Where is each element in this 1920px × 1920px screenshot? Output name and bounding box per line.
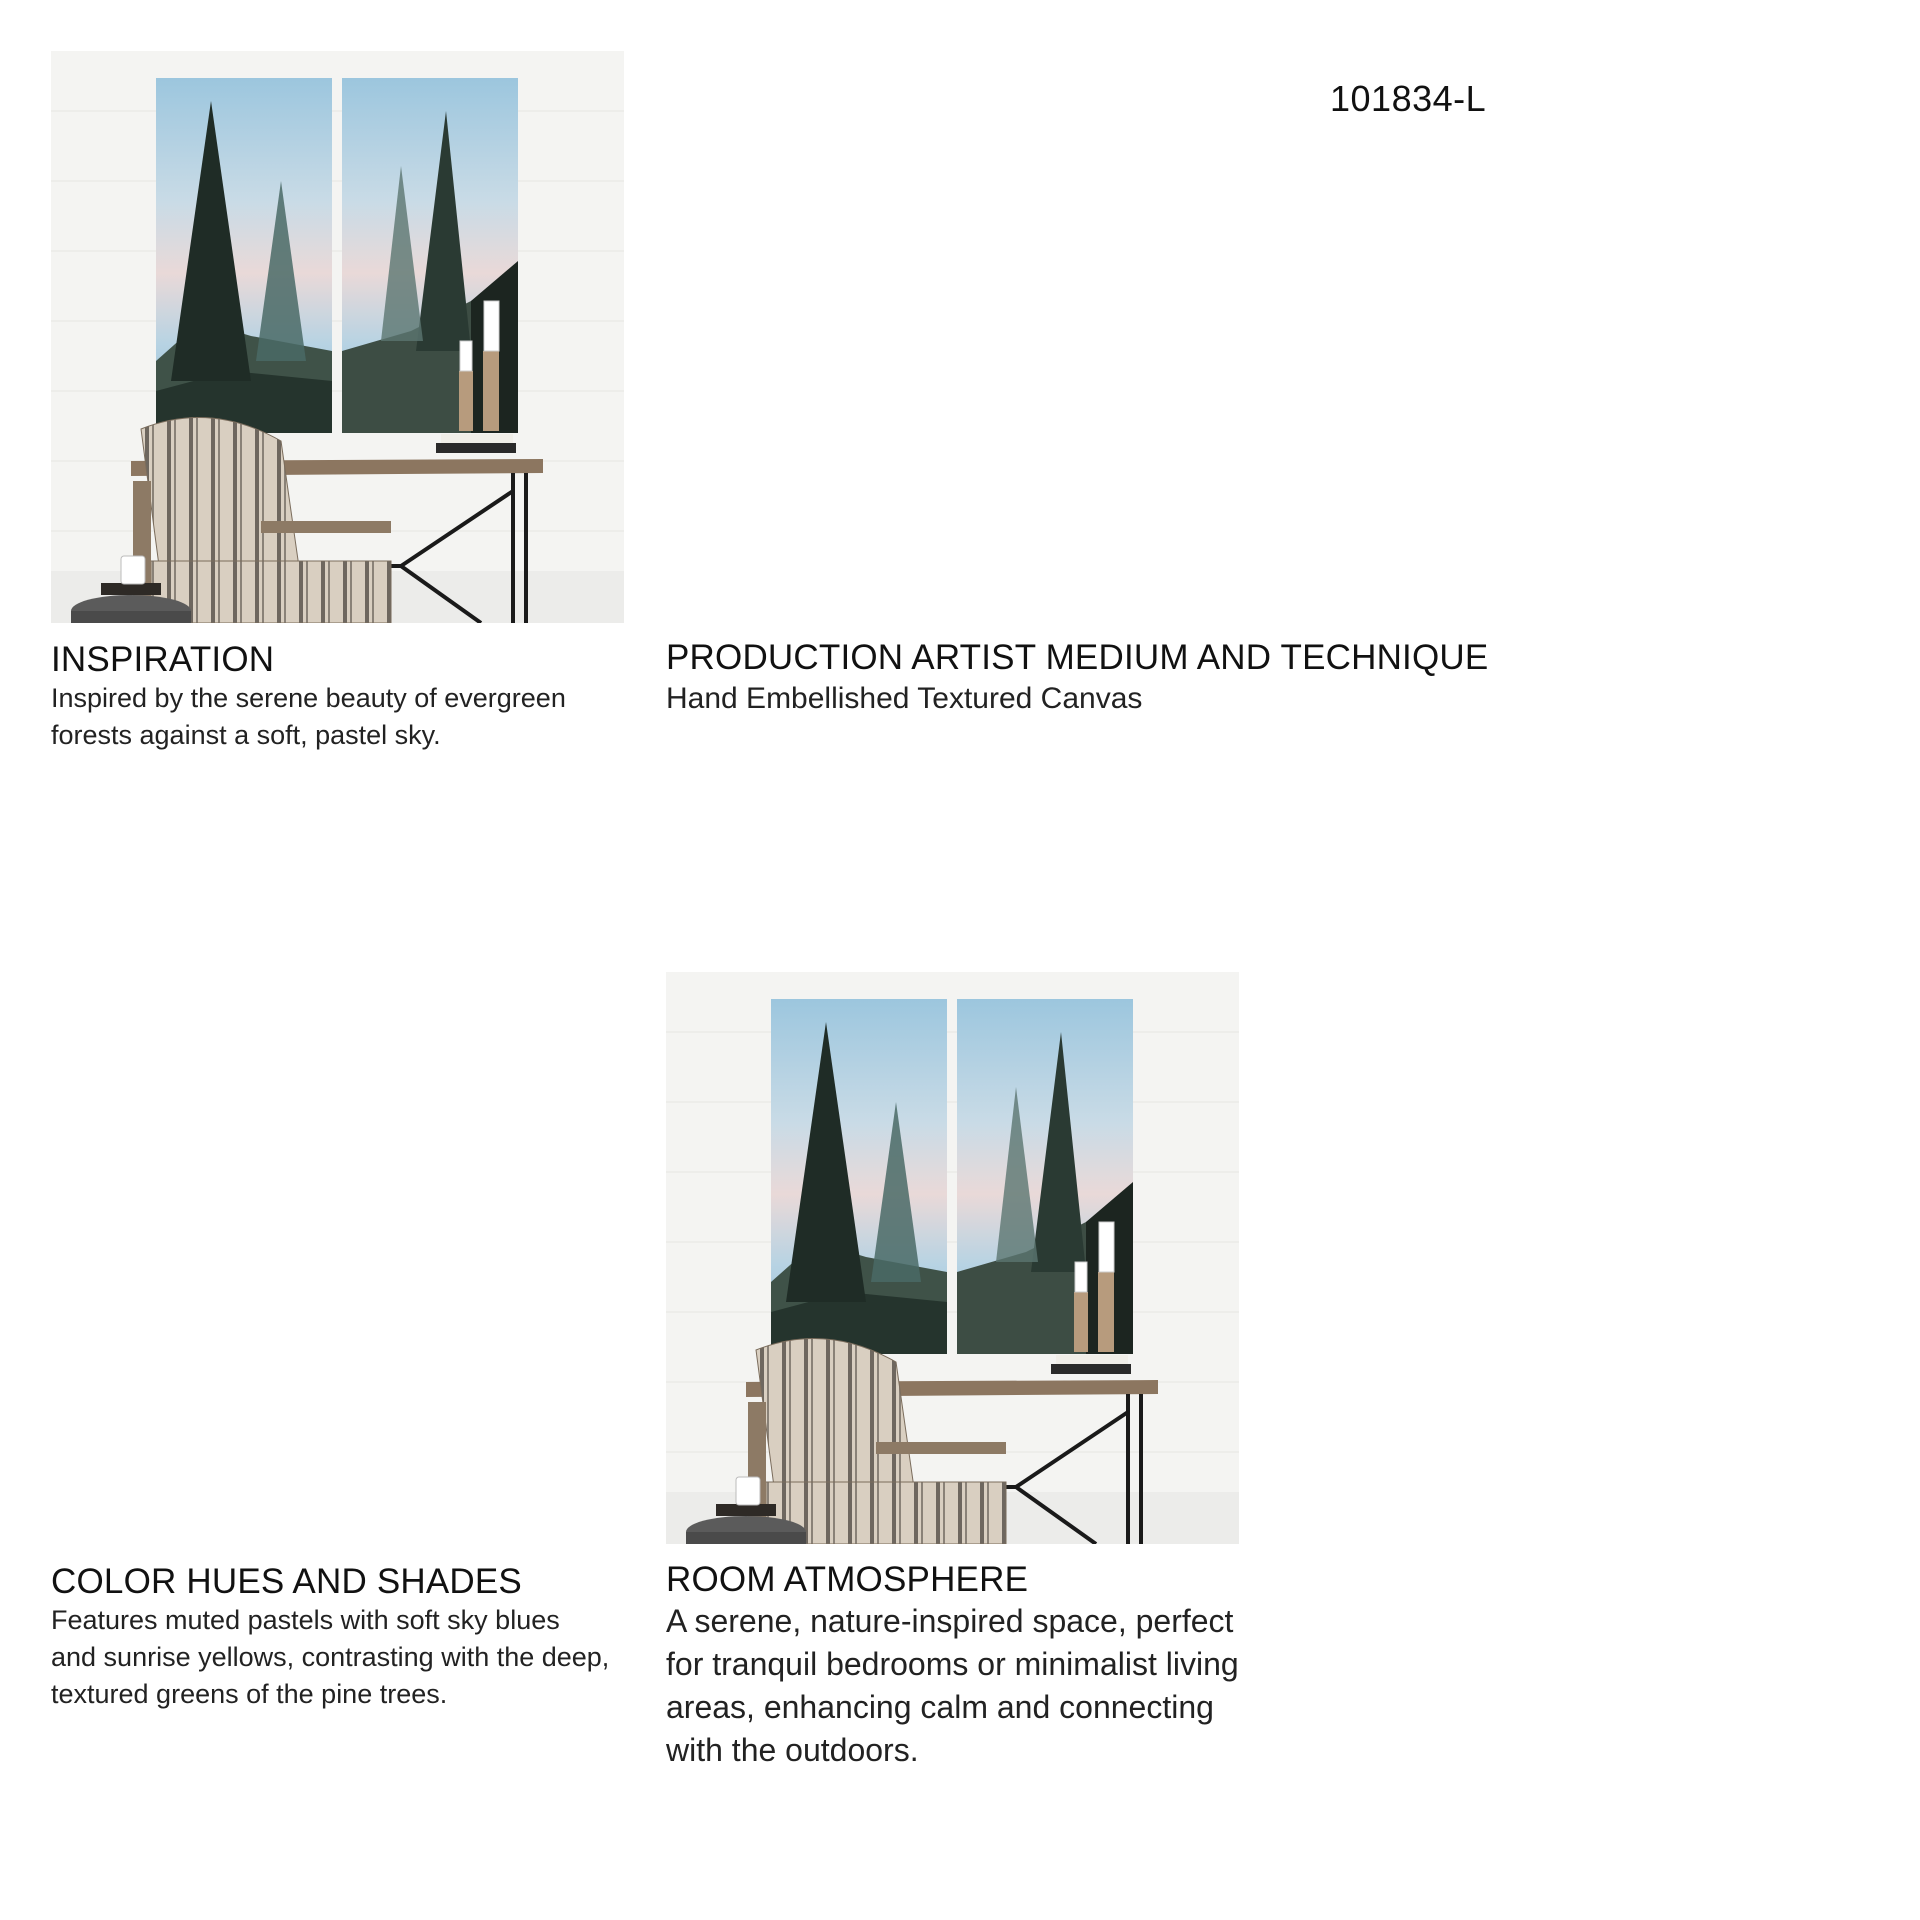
room-scene-image: [666, 972, 1239, 1544]
color-body: Features muted pastels with soft sky blues and sunrise yellows, contrasting with the deep, textured greens of the pine trees.: [51, 1605, 610, 1709]
inspiration-section: [51, 640, 611, 754]
room-photo-bottom: [666, 972, 1239, 1544]
room-body: A serene, nature-inspired space, perfect for tranquil bedrooms or minimalist living areas, enhancing calm and connecting with the outdoors.: [666, 1603, 1239, 1768]
inspiration-body: Inspired by the serene beauty of evergreen forests against a soft, pastel sky.: [51, 683, 566, 750]
product-sku: 101834-L: [1330, 78, 1487, 119]
production-section: [666, 638, 1566, 720]
room-section: [666, 1560, 1256, 1772]
production-heading: PRODUCTION ARTIST MEDIUM AND TECHNIQUE: [666, 638, 1489, 677]
room-photo-top: [51, 51, 624, 623]
room-heading: ROOM ATMOSPHERE: [666, 1560, 1029, 1599]
room-scene-image: [51, 51, 624, 623]
color-heading: COLOR HUES AND SHADES: [51, 1562, 522, 1601]
color-section: [51, 1562, 611, 1713]
production-body: Hand Embellished Textured Canvas: [666, 682, 1143, 715]
inspiration-heading: INSPIRATION: [51, 640, 275, 679]
